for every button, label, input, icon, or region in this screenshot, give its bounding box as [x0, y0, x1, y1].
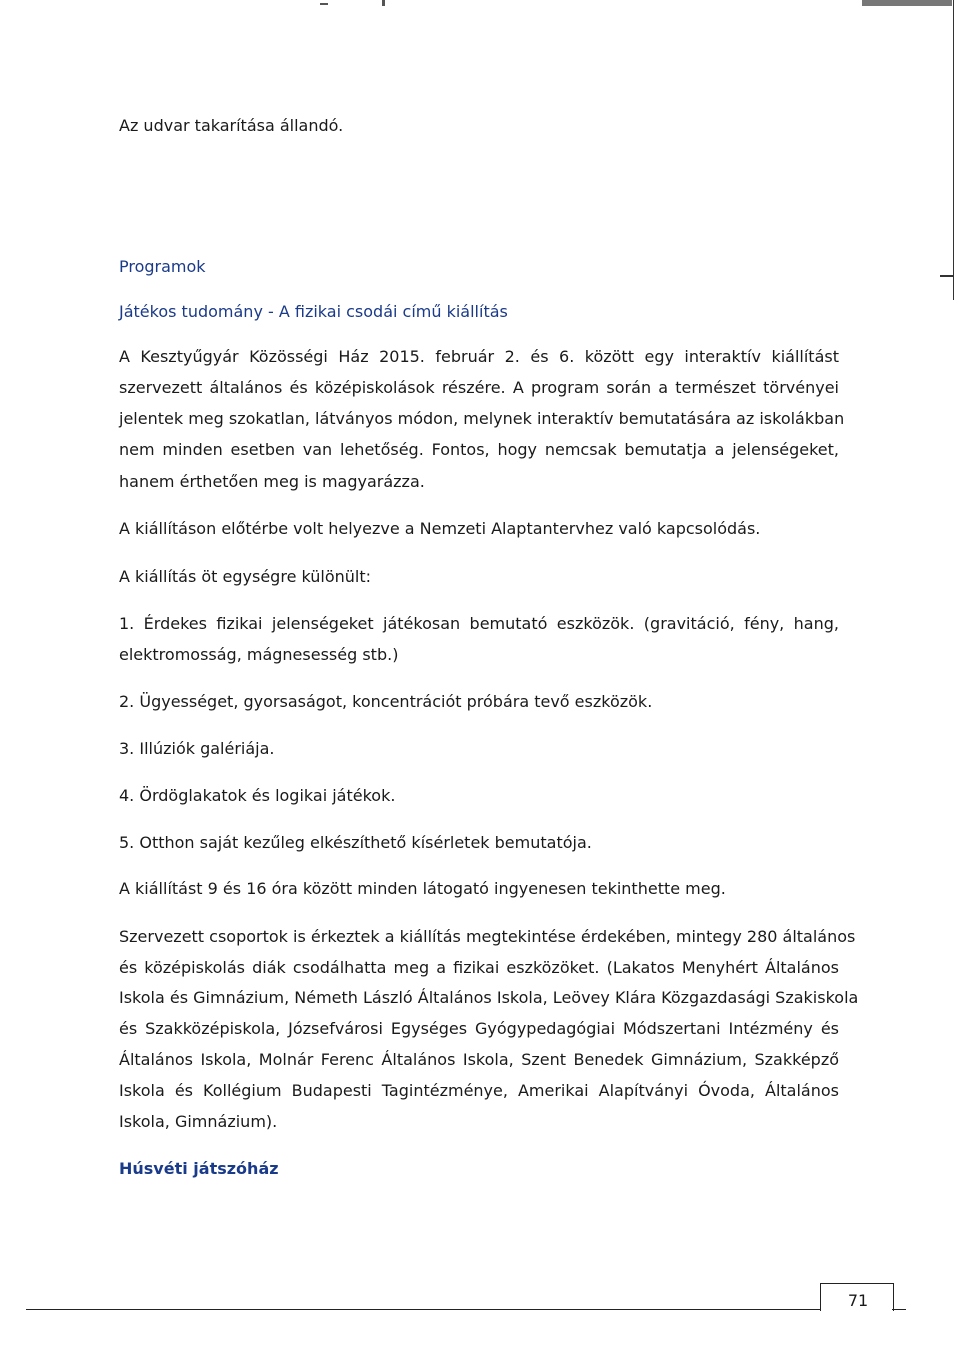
paragraph: A kiállítás öt egységre különült: [119, 567, 372, 586]
paragraph-line: nem minden esetben van lehetőség. Fontos, hogy nemcsak bemutatja a jelenségeket, [119, 440, 839, 459]
paragraph: A kiállításon előtérbe volt helyezve a Nemzeti Alaptantervhez való kapcsolódás. [119, 519, 761, 538]
section-heading-easter: Húsvéti játszóház [119, 1159, 279, 1178]
paragraph-line: és középiskolás diák csodálhatta meg a fizikai eszközöket. (Lakatos Menyhért Általános [119, 958, 839, 977]
footer-rule [26, 1309, 821, 1310]
list-item: 1. Érdekes fizikai jelenségeket játékosan bemutató eszközök. (gravitáció, fény, hang, [119, 614, 839, 633]
list-item: 2. Ügyességet, gyorsaságot, koncentrációt próbára tevő eszközök. [119, 692, 653, 711]
page-number: 71 [847, 1291, 869, 1310]
paragraph-line: hanem érthetően meg is magyarázza. [119, 472, 425, 491]
list-item: elektromosság, mágnesesség stb.) [119, 645, 399, 664]
paragraph-line: Iskola, Gimnázium). [119, 1112, 278, 1131]
list-item: 4. Ördöglakatok és logikai játékok. [119, 786, 396, 805]
scan-mark [382, 0, 385, 6]
paragraph-line: Iskola és Kollégium Budapesti Tagintézménye, Amerikai Alapítványi Óvoda, Általános [119, 1081, 839, 1100]
footer-rule-tail [892, 1309, 906, 1310]
paragraph-line: és Szakközépiskola, Józsefvárosi Egységes Gyógypedagógiai Módszertani Intézmény és [119, 1019, 839, 1038]
list-item: 5. Otthon saját kezűleg elkészíthető kísérletek bemutatója. [119, 833, 592, 852]
paragraph-line: Szervezett csoportok is érkeztek a kiállítás megtekintése érdekében, mintegy 280 általános [119, 927, 856, 946]
paragraph-line: jelentek meg szokatlan, látványos módon, melynek interaktív bemutatására az iskolákban [119, 409, 845, 428]
paragraph-line: Iskola és Gimnázium, Németh László Általános Iskola, Leövey Klára Közgazdasági Szakiskola [119, 988, 859, 1007]
paragraph-line: A Kesztyűgyár Közösségi Ház 2015. február 2. és 6. között egy interaktív kiállítást [119, 347, 839, 366]
text-line: Az udvar takarítása állandó. [119, 116, 344, 135]
scan-mark [940, 275, 954, 277]
exhibit-title: Játékos tudomány - A fizikai csodái című kiállítás [119, 302, 508, 321]
paragraph-line: Általános Iskola, Molnár Ferenc Általános Iskola, Szent Benedek Gimnázium, Szakképző [119, 1050, 839, 1069]
paragraph: A kiállítást 9 és 16 óra között minden látogató ingyenesen tekinthette meg. [119, 879, 726, 898]
section-heading-programs: Programok [119, 257, 206, 276]
scan-mark [320, 3, 328, 5]
list-item: 3. Illúziók galériája. [119, 739, 275, 758]
scan-mark [862, 0, 952, 6]
paragraph-line: szervezett általános és középiskolások részére. A program során a természet törvényei [119, 378, 839, 397]
scan-edge [953, 0, 954, 300]
